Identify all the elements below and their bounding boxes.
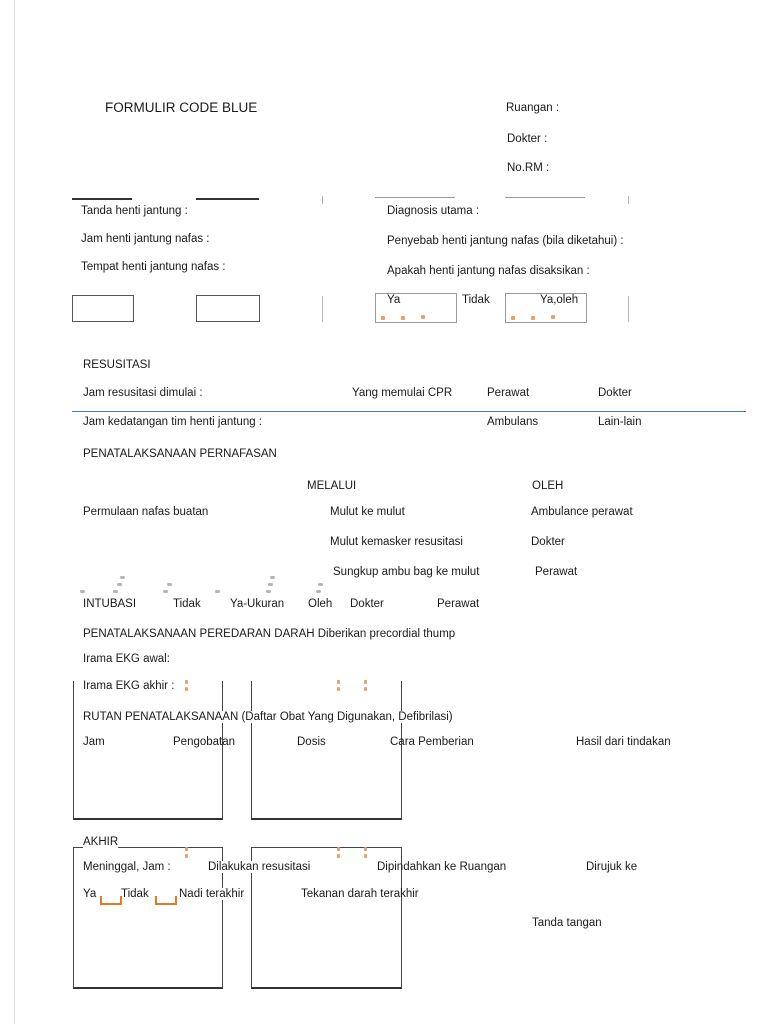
option-mulut-kemasker: Mulut kemasker resusitasi xyxy=(330,536,463,548)
akhir-heading: AKHIR xyxy=(83,836,119,848)
column-header-pengobatan: Pengobatan xyxy=(173,736,236,748)
option-ambulance-perawat: Ambulance perawat xyxy=(531,506,633,518)
option-ya-ukuran: Ya-Ukuran xyxy=(230,598,285,610)
resusitasi-heading: RESUSITASI xyxy=(83,359,151,371)
option-lain-lain: Lain-lain xyxy=(598,416,642,428)
checkbox[interactable] xyxy=(72,295,134,322)
divider-line xyxy=(628,196,629,204)
mark-dot xyxy=(268,583,273,586)
oleh-label: Oleh xyxy=(308,598,333,610)
diagnosis-label: Diagnosis utama : xyxy=(387,205,480,217)
option-mulut-ke-mulut: Mulut ke mulut xyxy=(330,506,405,518)
option-tidak: Tidak xyxy=(121,888,149,900)
mark-dot xyxy=(364,680,367,684)
jam-kedatangan-label: Jam kedatangan tim henti jantung : xyxy=(83,416,263,428)
checkbox-tidak[interactable] xyxy=(155,896,177,905)
jam-henti-label: Jam henti jantung nafas : xyxy=(81,233,210,245)
option-ya: Ya xyxy=(387,294,401,306)
mark-dot xyxy=(381,316,385,320)
mark-dot xyxy=(185,854,188,858)
option-dokter: Dokter xyxy=(350,598,384,610)
mark-dot xyxy=(421,315,425,319)
column-header-jam: Jam xyxy=(83,736,105,748)
penyebab-label: Penyebab henti jantung nafas (bila diketahui) : xyxy=(387,235,624,247)
option-dokter: Dokter xyxy=(598,387,632,399)
option-dokter: Dokter xyxy=(531,536,565,548)
mark-dot xyxy=(364,687,367,691)
option-tidak: Tidak xyxy=(462,294,490,306)
dilakukan-label: Dilakukan resusitasi xyxy=(208,861,311,873)
mark-dot xyxy=(337,854,340,858)
checkbox-ya[interactable] xyxy=(100,896,122,905)
jam-mulai-label: Jam resusitasi dimulai : xyxy=(83,387,203,399)
mark-dot xyxy=(337,847,340,851)
dokter-label: Dokter : xyxy=(507,133,548,145)
mark-dot xyxy=(185,687,188,691)
tekanan-label: Tekanan darah terakhir xyxy=(301,888,419,900)
pernafasan-heading: PENATALAKSANAAN PERNAFASAN xyxy=(83,448,277,460)
dipindahkan-label: Dipindahkan ke Ruangan xyxy=(377,861,507,873)
mark-dot xyxy=(364,847,367,851)
mark-dot xyxy=(266,590,271,593)
rutan-heading: RUTAN PENATALAKSANAAN (Daftar Obat Yang Digunakan, Defibrilasi) xyxy=(83,711,453,723)
mark-dot xyxy=(120,576,125,579)
option-sungkup: Sungkup ambu bag ke mulut xyxy=(333,566,480,578)
mark-dot xyxy=(337,687,340,691)
mark-dot xyxy=(551,315,555,319)
form-title: FORMULIR CODE BLUE xyxy=(105,100,258,115)
checkbox[interactable] xyxy=(196,295,260,322)
option-perawat: Perawat xyxy=(437,598,480,610)
option-tidak: Tidak xyxy=(173,598,201,610)
no-rm-label: No.RM : xyxy=(507,162,550,174)
box-top-edge xyxy=(375,197,455,198)
ruangan-label: Ruangan : xyxy=(506,102,560,114)
section-divider xyxy=(72,411,746,412)
divider-line xyxy=(628,296,629,322)
peredaran-heading: PENATALAKSANAAN PEREDARAN DARAH Diberikan precordial thump xyxy=(83,628,456,640)
mark-dot xyxy=(113,590,118,593)
mark-dot xyxy=(364,854,367,858)
divider-line xyxy=(322,196,323,204)
box-top-edge xyxy=(196,198,259,200)
intubasi-label: INTUBASI xyxy=(83,598,137,610)
mark-dot xyxy=(318,583,323,586)
box-top-edge xyxy=(251,680,402,681)
mark-dot xyxy=(167,583,172,586)
tanda-henti-label: Tanda henti jantung : xyxy=(81,205,188,217)
divider-line xyxy=(322,296,323,322)
table-box xyxy=(251,680,402,820)
yang-memulai-label: Yang memulai CPR xyxy=(352,387,453,399)
melalui-heading: MELALUI xyxy=(307,480,357,492)
option-ya-oleh: Ya,oleh xyxy=(540,294,579,306)
column-header-hasil: Hasil dari tindakan xyxy=(576,736,671,748)
mark-dot xyxy=(80,590,85,593)
mark-dot xyxy=(270,576,275,579)
mark-dot xyxy=(511,316,515,320)
mark-dot xyxy=(215,590,220,593)
column-header-cara-pemberian: Cara Pemberian xyxy=(390,736,474,748)
mark-dot xyxy=(316,590,321,593)
option-ya: Ya xyxy=(83,888,97,900)
mark-dot xyxy=(337,680,340,684)
ekg-akhir-label: Irama EKG akhir : xyxy=(83,680,175,692)
column-header-dosis: Dosis xyxy=(297,736,326,748)
dirujuk-label: Dirujuk ke xyxy=(586,861,638,873)
page-margin-line xyxy=(14,0,15,1024)
box-top-edge xyxy=(505,197,585,198)
mark-dot xyxy=(531,316,535,320)
oleh-heading: OLEH xyxy=(532,480,564,492)
mark-dot xyxy=(185,680,188,684)
mark-dot xyxy=(163,590,168,593)
permulaan-label: Permulaan nafas buatan xyxy=(83,506,209,518)
meninggal-label: Meninggal, Jam : xyxy=(83,861,171,873)
ekg-awal-label: Irama EKG awal: xyxy=(83,653,170,665)
box-top-edge xyxy=(72,198,132,200)
tanda-tangan-label: Tanda tangan xyxy=(532,917,602,929)
mark-dot xyxy=(185,847,188,851)
table-box xyxy=(73,680,223,820)
tempat-henti-label: Tempat henti jantung nafas : xyxy=(81,261,226,273)
mark-dot xyxy=(401,316,405,320)
disaksikan-label: Apakah henti jantung nafas disaksikan : xyxy=(387,265,590,277)
nadi-label: Nadi terakhir xyxy=(179,888,245,900)
mark-dot xyxy=(117,583,122,586)
option-ambulans: Ambulans xyxy=(487,416,539,428)
option-perawat: Perawat xyxy=(535,566,578,578)
option-perawat: Perawat xyxy=(487,387,530,399)
